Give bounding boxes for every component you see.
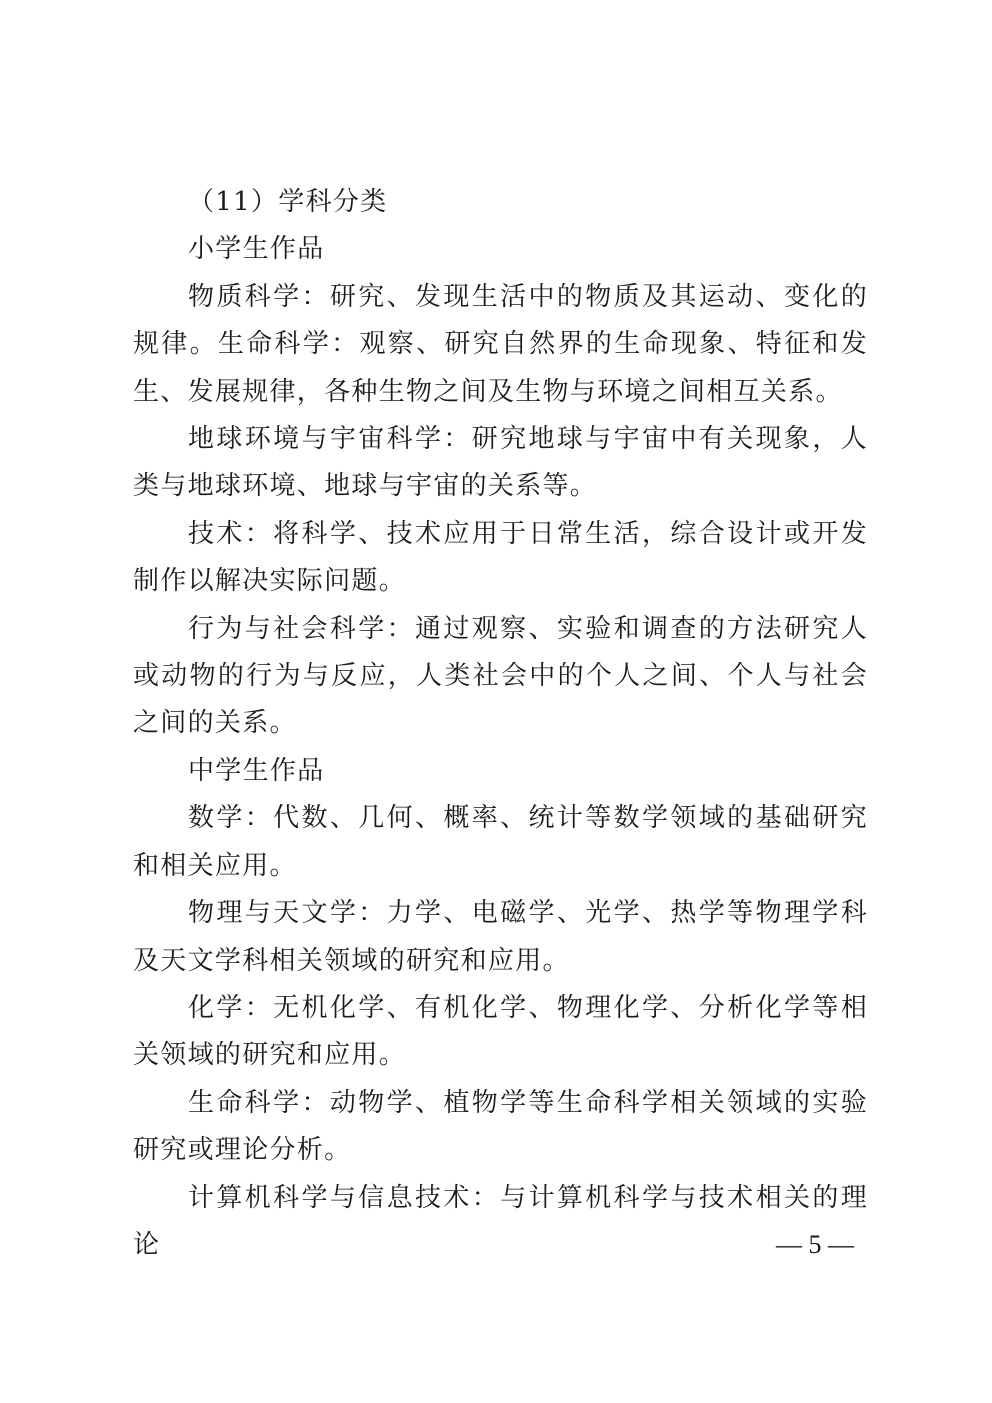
paragraph-physics-astronomy: 物理与天文学：力学、电磁学、光学、热学等物理学科及天文学科相关领域的研究和应用。 [133, 898, 868, 976]
paragraph-chemistry: 化学：无机化学、有机化学、物理化学、分析化学等相关领域的研究和应用。 [133, 992, 868, 1071]
body-text [133, 179, 868, 1269]
paragraph-technology: 技术：将科学、技术应用于日常生活，综合设计或开发制作以解决实际问题。 [133, 518, 868, 597]
page-number: — 5 — [776, 1230, 854, 1259]
subheading-middle-school: 中学生作品 [188, 755, 325, 786]
section-heading: （11）学科分类 [188, 187, 388, 217]
subheading-primary-school: 小学生作品 [188, 234, 325, 265]
paragraph-earth-space-science: 地球环境与宇宙科学：研究地球与宇宙中有关现象，人类与地球环境、地球与宇宙的关系等。 [133, 424, 868, 502]
paragraph-life-science: 生命科学：动物学、植物学等生命科学相关领域的实验研究或理论分析。 [133, 1087, 868, 1166]
paragraph-computer-science: 计算机科学与信息技术：与计算机科学与技术相关的理论 [133, 1182, 868, 1260]
paragraph-behavioral-social-science: 行为与社会科学：通过观察、实验和调查的方法研究人或动物的行为与反应，人类社会中的个人之间、个人与社会之间的关系。 [133, 613, 868, 739]
paragraph-mathematics: 数学：代数、几何、概率、统计等数学领域的基础研究和相关应用。 [133, 803, 868, 881]
paragraph-physical-life-science: 物质科学：研究、发现生活中的物质及其运动、变化的规律。生命科学：观察、研究自然界的生命现象、特征和发生、发展规律，各种生物之间及生物与环境之间相互关系。 [133, 281, 868, 407]
